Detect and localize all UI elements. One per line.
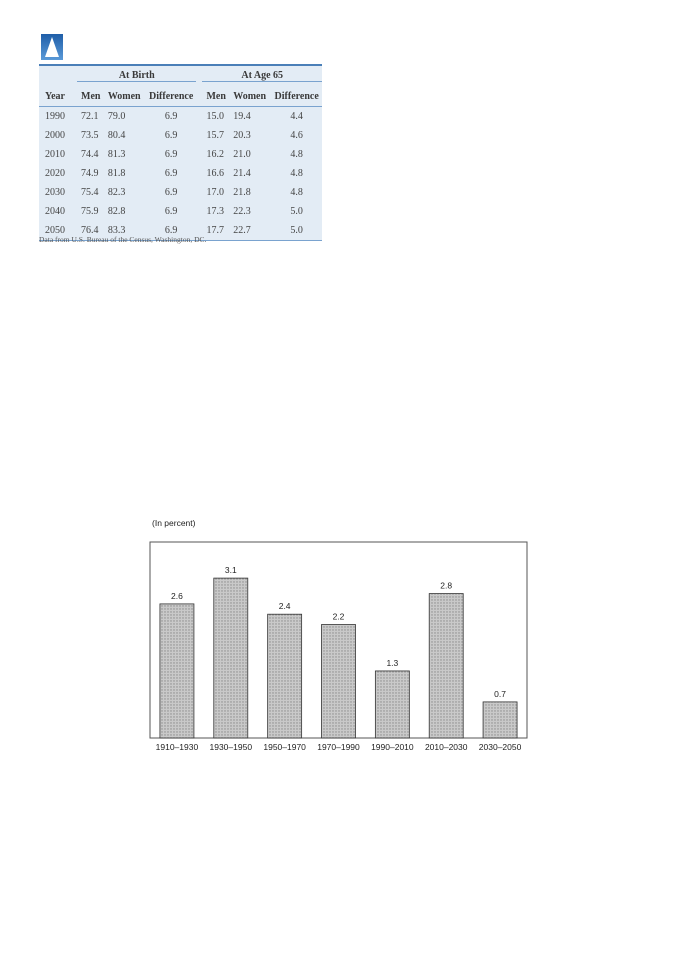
table-source-note: Data from U.S. Bureau of the Census, Washington, DC.	[39, 235, 207, 244]
growth-bar-chart	[140, 530, 540, 760]
col-header-women-birth: Women	[104, 86, 146, 107]
bar-value-label: 2.6	[171, 590, 183, 601]
x-tick-label: 1990–2010	[371, 742, 414, 752]
bar-value-label: 2.4	[278, 601, 291, 612]
table-row: 2050 76.4 83.3 6.9 17.7 22.7 5.0	[39, 221, 322, 241]
bar-value-label: 2.2	[332, 611, 345, 622]
table-row: 2020 74.9 81.8 6.9 16.6 21.4 4.8	[45, 168, 303, 179]
life-expectancy-table	[39, 64, 322, 241]
bar-2010–2030	[429, 594, 463, 738]
bar-1950–1970	[268, 614, 302, 738]
chart-title: (In percent)	[152, 518, 196, 528]
table-row: 2000 73.5 80.4 6.9 15.7 20.3 4.6	[45, 130, 303, 141]
x-tick-label: 2030–2050	[478, 742, 522, 752]
col-header-men-birth: Men	[77, 86, 104, 107]
bar-1910–1930	[160, 604, 194, 738]
bar-1990–2010	[375, 671, 409, 738]
bar-1930–1950	[214, 578, 248, 738]
col-header-difference-birth: Difference	[146, 86, 197, 107]
table-row: 2030 75.4 82.3 6.9 17.0 21.8 4.8	[45, 187, 303, 198]
x-tick-label: 1950–1970	[263, 742, 306, 752]
bar-value-label: 1.3	[386, 657, 399, 668]
x-tick-label: 1910–1930	[155, 742, 199, 752]
table-row: 1990 72.1 79.0 6.9 15.0 19.4 4.4	[45, 111, 303, 122]
col-header-year: Year	[39, 86, 77, 107]
x-tick-label: 2010–2030	[424, 742, 468, 752]
bar-value-label: 0.7	[494, 688, 506, 699]
table-row: 2040 75.9 82.8 6.9 17.3 22.3 5.0	[45, 206, 303, 217]
group-header-at-birth: At Birth	[77, 66, 196, 86]
bar-2030–2050	[483, 702, 517, 738]
bar-value-label: 2.8	[440, 580, 453, 591]
bar-value-label: 3.1	[224, 565, 237, 576]
x-tick-label: 1930–1950	[209, 742, 253, 752]
col-header-men-65: Men	[202, 86, 229, 107]
publisher-logo-icon	[41, 34, 63, 60]
bar-1970–1990	[322, 625, 356, 738]
col-header-difference-65: Difference	[271, 86, 322, 107]
group-header-at-age-65: At Age 65	[202, 66, 322, 86]
x-tick-label: 1970–1990	[317, 742, 360, 752]
col-header-women-65: Women	[229, 86, 271, 107]
table-row: 2010 74.4 81.3 6.9 16.2 21.0 4.8	[45, 149, 303, 160]
